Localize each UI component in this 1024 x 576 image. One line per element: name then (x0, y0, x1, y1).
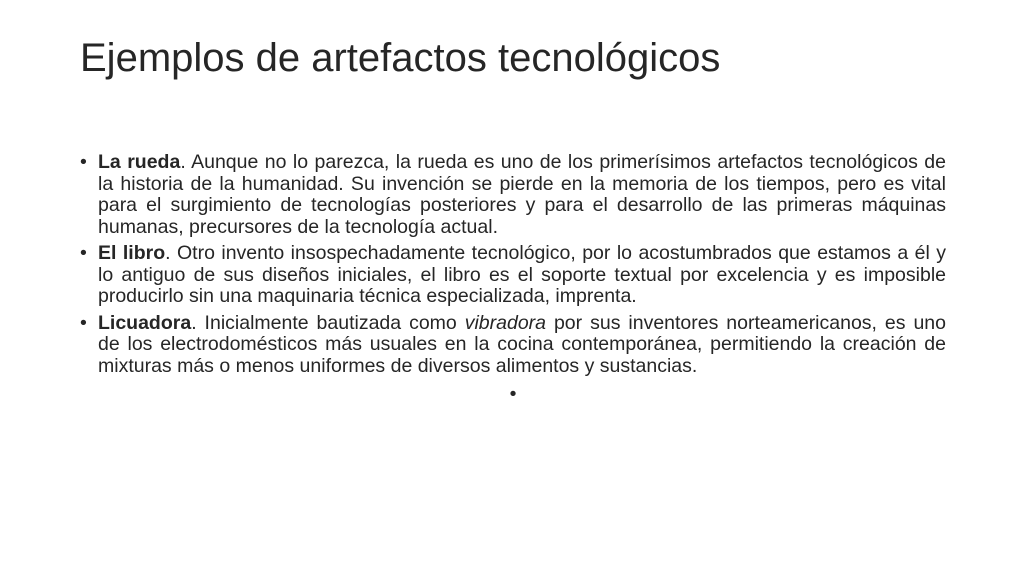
item-term: El libro (98, 242, 166, 264)
bullet-icon: • (80, 311, 87, 334)
list-item-licuadora (80, 313, 946, 378)
item-text-after: por sus inventores norteamericanos, es uno de los electrodomésticos más usuales en la cocina contemporánea, permitiendo la creación de mixturas más o menos uniformes de diversos alimentos y sustancias. (98, 311, 946, 377)
bullet-icon: • (80, 242, 87, 264)
bullet-list (80, 152, 946, 406)
slide-title: Ejemplos de artefactos tecnológicos (80, 36, 721, 80)
item-text-before: . Inicialmente bautizada como (191, 311, 465, 334)
list-item-el-libro (80, 243, 946, 308)
item-text: . Aunque no lo parezca, la rueda es uno de los primerísimos artefactos tecnológicos de la historia de la humanidad. Su invención se pierde en la memoria de los tiempos, pero es vital para el surgimiento de tecnologías posteriores y para el desarrollo de las primeras máquinas humanas, precursores de la tecnología actual. (98, 151, 946, 238)
bullet-icon: • (80, 151, 87, 173)
item-term: La rueda (98, 151, 181, 173)
item-text: . Otro invento insospechadamente tecnológico, por lo acostumbrados que estamos a él y lo antiguo de sus diseños iniciales, el libro es el soporte textual por excelencia y es imposible producirlo sin una maquinaria técnica especializada, imprenta. (98, 242, 946, 307)
item-italic-term: vibradora (464, 311, 547, 334)
empty-bullet-item (80, 382, 946, 406)
list-item-la-rueda (80, 152, 946, 238)
bullet-icon: • (509, 383, 517, 405)
item-term: Licuadora (98, 311, 192, 334)
